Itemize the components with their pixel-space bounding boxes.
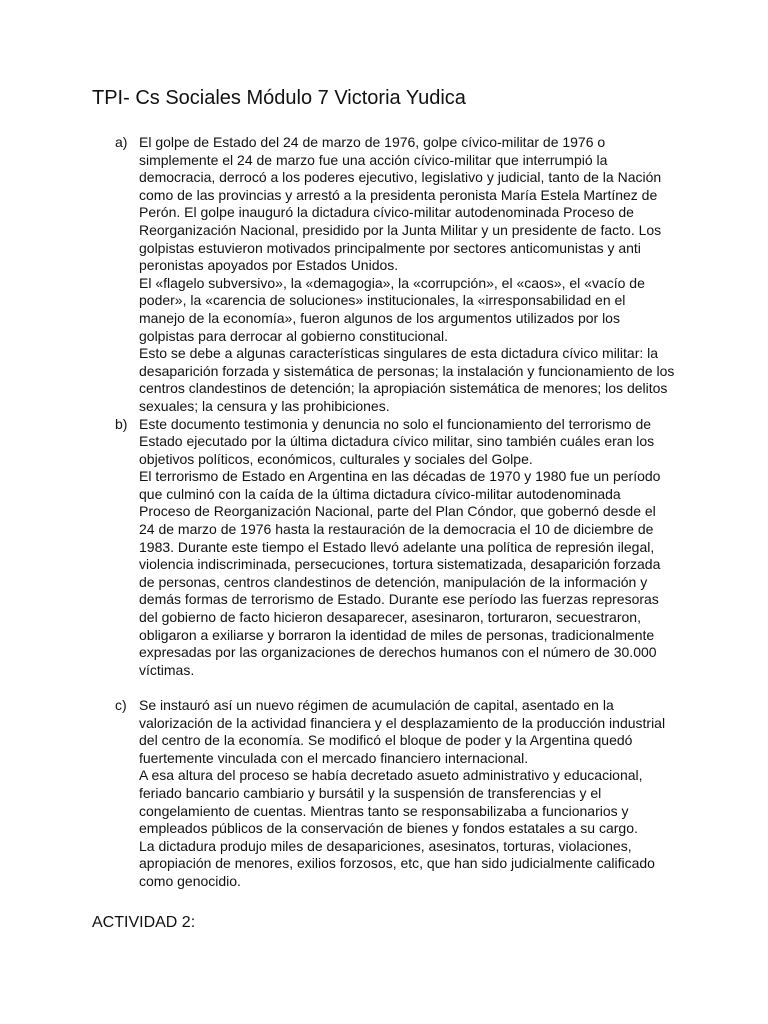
paragraph: El «flagelo subversivo», la «demagogia», la «corrupción», el «caos», el «vacío de poder», la «carencia de soluciones» institucionales, la «irresponsabilidad en el manejo de la economía», fueron algunos de los argumentos utilizados por los golpistas para derrocar al gobierno constitucional. xyxy=(139,274,645,344)
paragraph: El terrorismo de Estado en Argentina en las décadas de 1970 y 1980 fue un período que culminó con la caída de la última dictadura cívico-militar autodenominada Proceso de Reorganización Nacional, parte del Plan Cóndor, que gobernó desde el 24 de marzo de 1976 hasta la restauración de la democracia el 10 de diciembre de 1983. Durante este tiempo el Estado llevó adelante una política de represión ilegal, violencia indiscriminada, persecuciones, tortura sistematizada, desaparición forzada de personas, centros clandestinos de detención, manipulación de la información y demás formas de terrorismo de Estado. Durante ese período las fuerzas represoras del gobierno de facto hicieron desaparecer, asesinaron, torturaron, secuestraron, obligaron a exiliarse y borraron la identidad de miles de personas, tradicionalmente expresadas por las organizaciones de derechos humanos con el número de 30.000 víctimas. xyxy=(139,468,661,678)
paragraph: A esa altura del proceso se había decretado asueto administrativo y educacional, feriado bancario cambiario y bursátil y la suspensión de transferencias y el congelamiento de cuentas. Mientras tanto se responsabilizaba a funcionarios y empleados públicos de la conservación de bienes y fondos estatales a su cargo. xyxy=(139,767,643,837)
list-item-body xyxy=(139,697,675,891)
list-item-body xyxy=(139,416,675,680)
paragraph: Se instauró así un nuevo régimen de acumulación de capital, asentado en la valorización de la actividad financiera y el desplazamiento de la producción industrial del centro de la economía. Se modificó el bloque de poder y la Argentina quedó fuertemente vinculada con el mercado financiero internacional. xyxy=(139,697,666,766)
list-marker: c) xyxy=(115,697,127,713)
answer-list xyxy=(115,134,675,891)
list-item-b xyxy=(115,416,675,680)
list-item-body xyxy=(139,134,675,416)
list-item-a xyxy=(115,134,675,416)
spacer xyxy=(115,679,675,697)
paragraph: Esto se debe a algunas características singulares de esta dictadura cívico militar: la desaparición forzada y sistemática de personas; la instalación y funcionamiento de los centros clandestinos de detención; la apropiación sistemática de menores; los delitos sexuales; la censura y las prohibiciones. xyxy=(139,345,675,414)
paragraph: La dictadura produjo miles de desapariciones, asesinatos, torturas, violaciones, apropiación de menores, exilios forzosos, etc, que han sido judicialmente calificado como genocidio. xyxy=(139,837,655,889)
paragraph: Este documento testimonia y denuncia no solo el funcionamiento del terrorismo de Estado ejecutado por la última dictadura cívico militar, sino también cuáles eran los objetivos políticos, económicos, culturales y sociales del Golpe. xyxy=(139,415,655,467)
page-title: TPI- Cs Sociales Módulo 7 Victoria Yudica xyxy=(92,87,466,109)
list-marker: a) xyxy=(115,134,128,150)
list-marker: b) xyxy=(115,415,128,432)
list-item-c xyxy=(115,697,675,891)
activity-heading: ACTIVIDAD 2: xyxy=(92,914,196,931)
paragraph: El golpe de Estado del 24 de marzo de 1976, golpe cívico-militar de 1976 o simplemente el 24 de marzo fue una acción cívico-militar que interrumpió la democracia, derrocó a los poderes ejecutivo, legislativo y judicial, tanto de la Nación como de las provincias y arrestó a la presidenta peronista María Estela Martínez de Perón. El golpe inauguró la dictadura cívico-militar autodenominada Proceso de Reorganización Nacional, presidido por la Junta Militar y un presidente de facto. Los golpistas estuvieron motivados principalmente por sectores anticomunistas y anti peronistas apoyados por Estados Unidos. xyxy=(139,134,662,274)
